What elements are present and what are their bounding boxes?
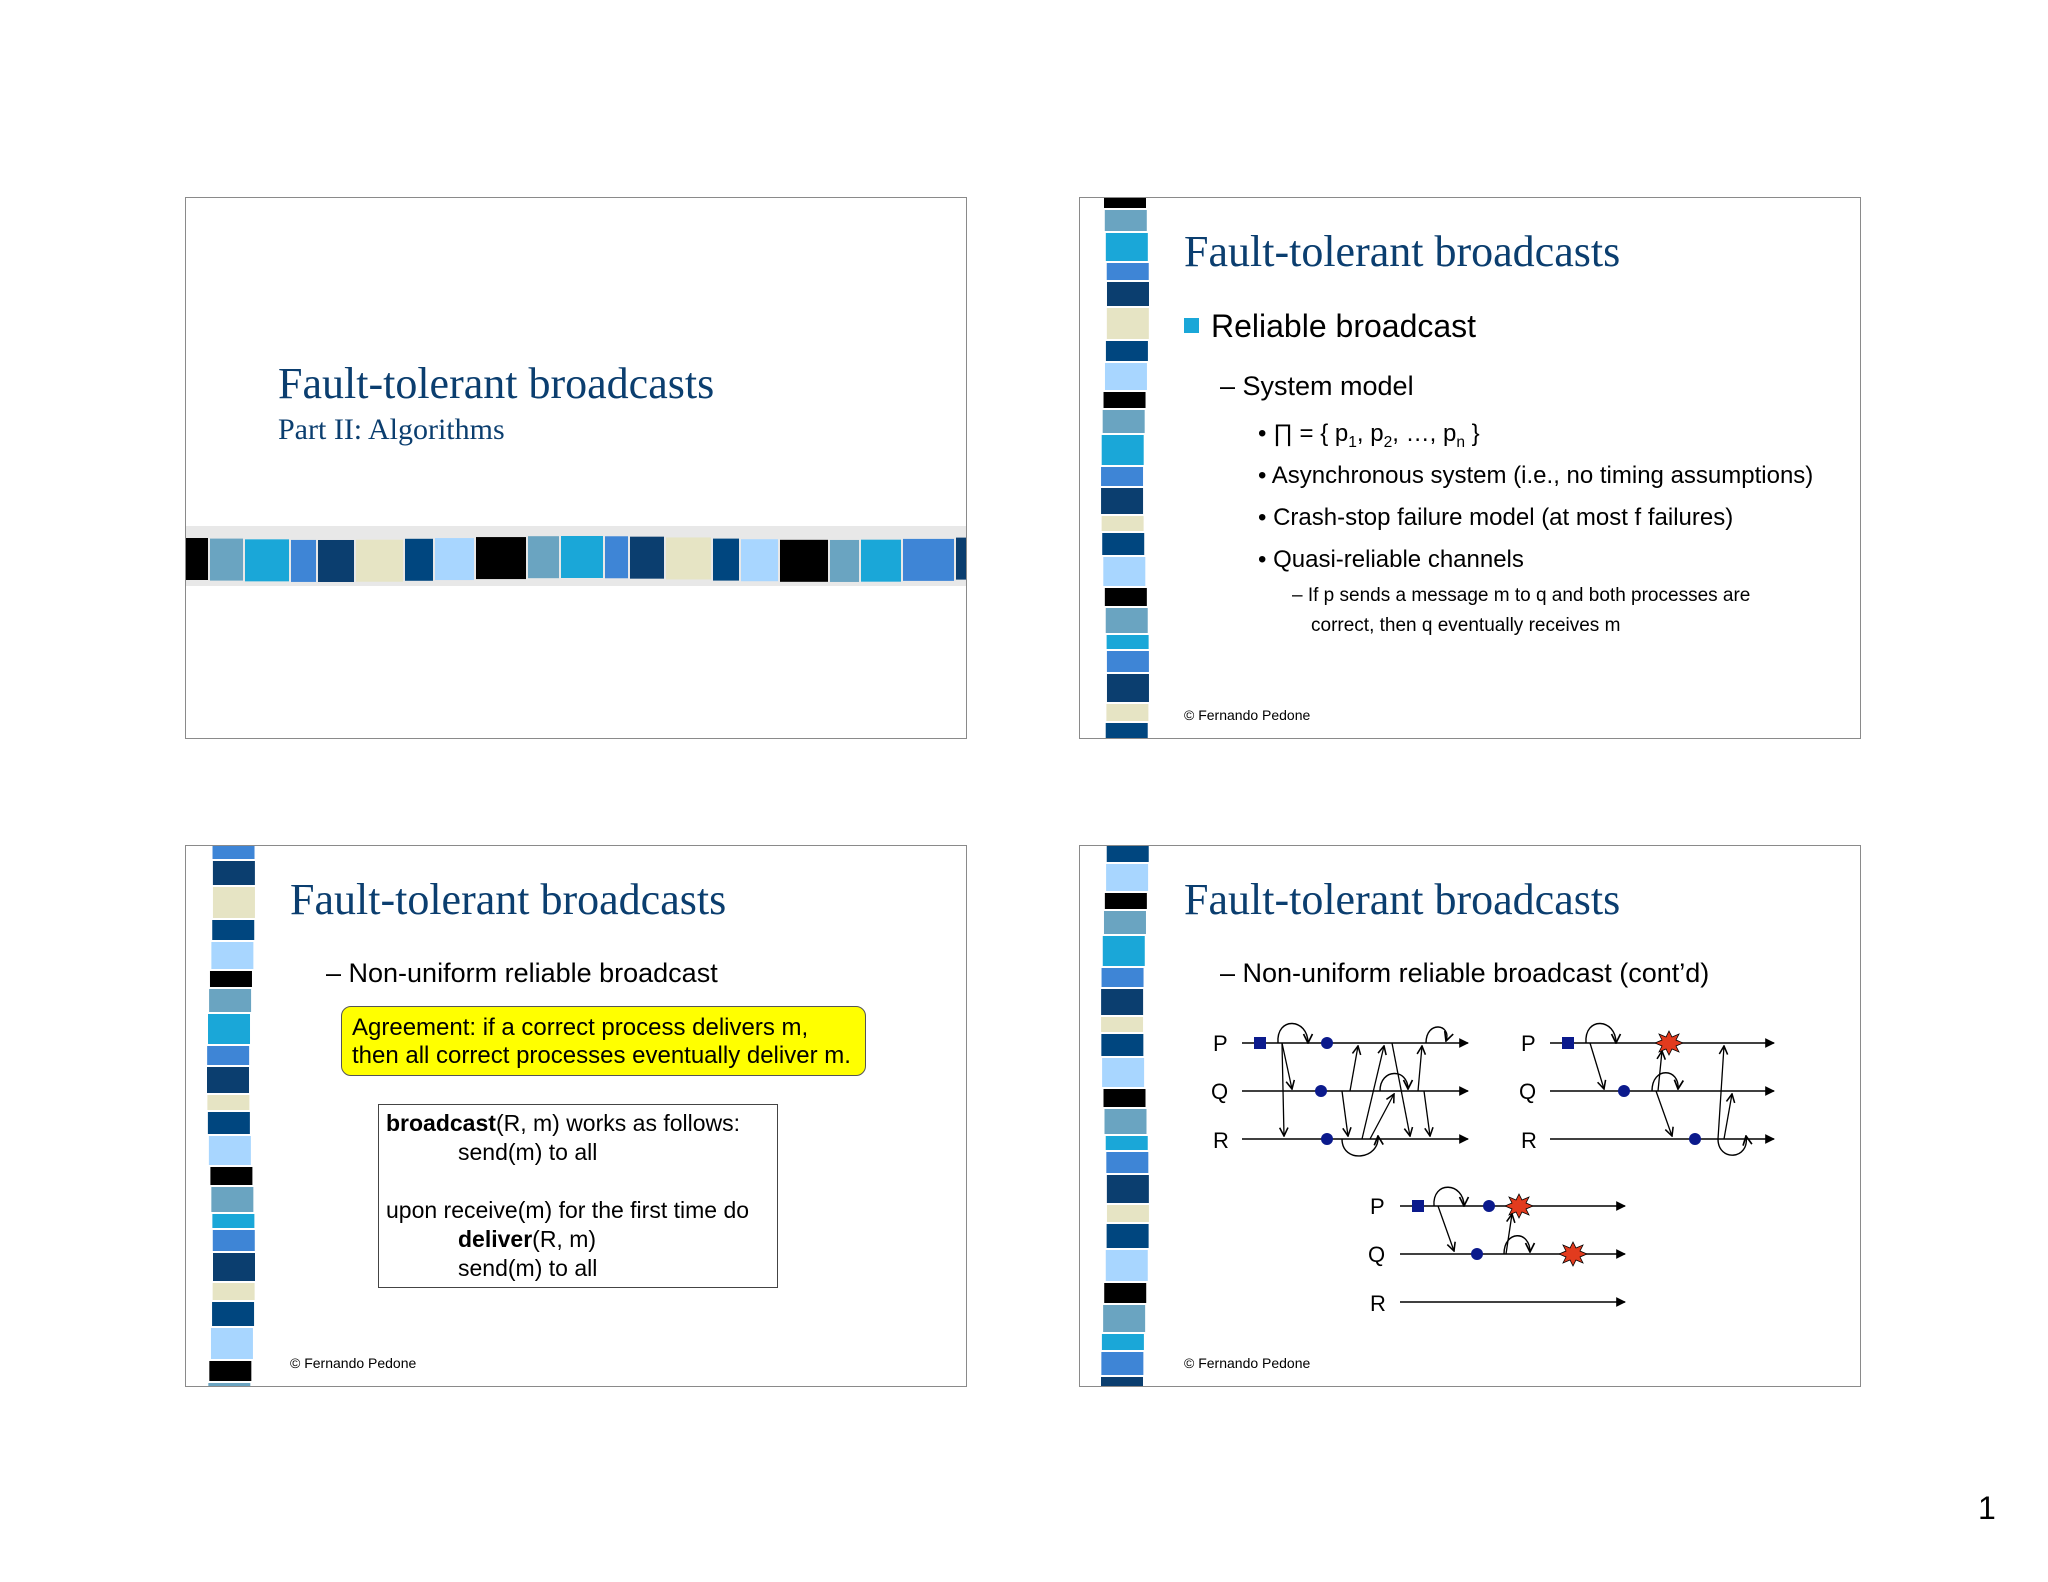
stripe-segment <box>1101 488 1143 514</box>
slide-heading: Fault-tolerant broadcasts <box>1184 227 1621 276</box>
algo-line: send(m) to all <box>458 1139 598 1165</box>
subscript: 2 <box>1383 433 1393 451</box>
subscript: n <box>1456 433 1465 451</box>
bullet-reliable-broadcast <box>1184 308 1476 345</box>
stripe-segment <box>1106 723 1148 739</box>
stripe-segment <box>1103 557 1145 586</box>
stripe-segment <box>1105 210 1147 231</box>
stripe-segment <box>210 539 243 581</box>
stripe-segment <box>713 539 739 581</box>
list-item-text: Asynchronous system (i.e., no timing assumptions) <box>1271 462 1814 489</box>
stripe-segment <box>213 1253 255 1281</box>
sub-heading: – System model <box>1220 371 1414 401</box>
page-number: 1 <box>1978 1490 1996 1526</box>
stripe-segment <box>1105 363 1147 390</box>
stripe-segment <box>435 538 474 580</box>
stripe-segment <box>291 540 316 582</box>
stripe-segment <box>1107 263 1149 280</box>
stripe-segment <box>1102 516 1144 531</box>
crash-icon <box>1559 1242 1587 1266</box>
stripe-segment <box>1107 282 1149 306</box>
algo-line <box>386 1225 770 1254</box>
stripe-segment <box>1107 308 1149 339</box>
decorative-vertical-stripe <box>206 845 266 1387</box>
stripe-segment <box>212 1302 254 1326</box>
deliver-dot <box>1315 1085 1327 1097</box>
stripe-segment <box>830 540 859 582</box>
process-label-r: R <box>1521 1128 1537 1153</box>
stripe-segment <box>1106 233 1148 261</box>
process-label-r: R <box>1370 1291 1386 1316</box>
diagram-b <box>1519 1023 1774 1155</box>
decorative-vertical-stripe <box>1100 197 1160 739</box>
stripe-segment <box>208 1383 250 1387</box>
process-label-q: Q <box>1368 1242 1386 1267</box>
sub-heading: – Non-uniform reliable broadcast <box>326 958 718 988</box>
stripe-segment <box>245 539 289 581</box>
copyright-footer: © Fernando Pedone <box>1184 1355 1311 1371</box>
list-item-text: Quasi-reliable channels <box>1273 546 1524 573</box>
message-diagram <box>1080 846 1861 1387</box>
stripe-segment <box>630 537 664 579</box>
stripe-segment <box>1104 197 1146 208</box>
stripe-segment <box>1102 533 1144 555</box>
set-part: , p <box>1356 420 1384 447</box>
algo-text: (R, m) <box>532 1226 597 1252</box>
stripe-segment <box>1107 674 1149 702</box>
stripe-segment <box>861 540 901 582</box>
broadcast-marker <box>1254 1037 1266 1049</box>
algo-line <box>386 1109 770 1138</box>
algo-line: send(m) to all <box>458 1255 598 1281</box>
stripe-segment <box>1102 435 1144 465</box>
stripe-segment <box>356 540 403 582</box>
list-item: • Quasi-reliable channels <box>1258 546 1524 573</box>
stripe-segment <box>1107 635 1149 649</box>
stripe-segment <box>213 887 255 918</box>
keyword: broadcast <box>386 1110 496 1136</box>
stripe-segment <box>210 1167 252 1185</box>
subscript: 1 <box>1348 433 1357 451</box>
sub-list-item: – If p sends a message m to q and both processes are <box>1292 585 1751 606</box>
stripe-segment <box>1106 608 1148 633</box>
stripe-segment <box>213 861 255 885</box>
stripe-segment <box>213 1230 255 1251</box>
stripe-segment <box>1103 410 1145 433</box>
slide-title-heading: Fault-tolerant broadcasts <box>278 359 715 408</box>
process-label-p: P <box>1370 1194 1385 1219</box>
bullet-text: Reliable broadcast <box>1211 308 1477 344</box>
deliver-dot <box>1618 1085 1630 1097</box>
crash-icon <box>1655 1031 1683 1055</box>
stripe-segment <box>212 1214 254 1228</box>
stripe-segment <box>209 1361 251 1381</box>
stripe-segment <box>405 539 433 581</box>
deliver-dot <box>1689 1133 1701 1145</box>
slide-non-uniform-broadcast-cont <box>1079 845 1861 1387</box>
stripe-segment <box>211 1187 253 1212</box>
stripe-segment <box>780 540 828 582</box>
slide-heading: Fault-tolerant broadcasts <box>290 875 727 924</box>
process-label-q: Q <box>1519 1079 1537 1104</box>
stripe-segment <box>1105 588 1147 606</box>
broadcast-marker <box>1412 1200 1424 1212</box>
stripe-segment <box>605 536 628 578</box>
stripe-segment <box>211 1328 253 1359</box>
stripe-segment <box>212 920 254 940</box>
stripe-segment <box>207 1095 249 1110</box>
slide-subtitle: Part II: Algorithms <box>278 413 505 446</box>
slide-non-uniform-broadcast <box>185 845 967 1387</box>
decorative-horizontal-stripe <box>186 516 967 596</box>
deliver-dot <box>1321 1133 1333 1145</box>
stripe-segment <box>1104 392 1146 408</box>
stripe-segment <box>186 538 208 580</box>
diagram-a <box>1211 1023 1468 1155</box>
process-label-p: P <box>1213 1031 1228 1056</box>
stripe-segment <box>741 539 778 581</box>
deliver-dot <box>1471 1248 1483 1260</box>
list-item-text: Crash-stop failure model (at most f failures) <box>1273 504 1734 531</box>
sub-list-item-cont: correct, then q eventually receives m <box>1311 615 1621 636</box>
process-label-q: Q <box>1211 1079 1229 1104</box>
list-item: • Crash-stop failure model (at most f failures) <box>1258 504 1734 531</box>
stripe-segment <box>561 536 603 578</box>
stripe-segment <box>208 1014 250 1044</box>
slide-title <box>185 197 967 739</box>
process-label-p: P <box>1521 1031 1536 1056</box>
stripe-segment <box>666 537 711 579</box>
algo-spacer <box>386 1167 770 1196</box>
slide-heading: Fault-tolerant broadcasts <box>1184 875 1621 924</box>
copyright-footer: © Fernando Pedone <box>290 1355 417 1371</box>
stripe-segment <box>1107 651 1149 672</box>
diagram-c <box>1368 1187 1625 1316</box>
keyword: deliver <box>458 1226 533 1252</box>
broadcast-marker <box>1562 1037 1574 1049</box>
deliver-dot <box>1483 1200 1495 1212</box>
process-label-r: R <box>1213 1128 1229 1153</box>
copyright-footer: © Fernando Pedone <box>1184 707 1311 723</box>
agreement-line: Agreement: if a correct process delivers m, <box>352 1014 809 1041</box>
stripe-segment <box>903 539 954 581</box>
stripe-segment <box>209 989 251 1012</box>
stripe-segment <box>1101 467 1143 486</box>
stripe-segment <box>1106 704 1148 721</box>
stripe-segment <box>956 538 967 580</box>
set-prefix: ∏ = { p <box>1273 420 1349 447</box>
crash-icon <box>1505 1194 1533 1218</box>
agreement-callout <box>341 1006 866 1076</box>
set-suffix: } <box>1471 420 1480 447</box>
list-item: • ∏ = { $p_1$, $p_2$, …, $p_n$ } <box>1258 420 1480 451</box>
stripe-segment <box>528 536 559 578</box>
stripe-segment <box>208 1112 250 1134</box>
slide-reliable-broadcast <box>1079 197 1861 739</box>
stripe-segment <box>318 540 354 582</box>
stripe-segment <box>1106 341 1148 361</box>
stripe-segment <box>209 1136 251 1165</box>
list-item: • Asynchronous system (i.e., no timing assumptions) <box>1258 462 1814 489</box>
stripe-segment <box>207 1067 249 1093</box>
stripe-segment <box>213 1283 255 1300</box>
stripe-segment <box>476 537 526 579</box>
algo-text: (R, m) works as follows: <box>495 1110 741 1136</box>
stripe-segment <box>211 942 253 969</box>
deliver-dot <box>1321 1037 1333 1049</box>
stripe-segment <box>207 1046 249 1065</box>
agreement-line: then all correct processes eventually deliver m. <box>352 1042 851 1069</box>
stripe-segment <box>213 845 255 859</box>
stripe-segment <box>210 971 252 987</box>
square-bullet-icon <box>1184 318 1199 333</box>
algo-line: upon receive(m) for the first time do <box>386 1197 750 1223</box>
sub-heading: – Non-uniform reliable broadcast (cont’d) <box>1220 958 1710 988</box>
set-part: , …, p <box>1392 420 1457 447</box>
algorithm-box <box>378 1104 778 1288</box>
